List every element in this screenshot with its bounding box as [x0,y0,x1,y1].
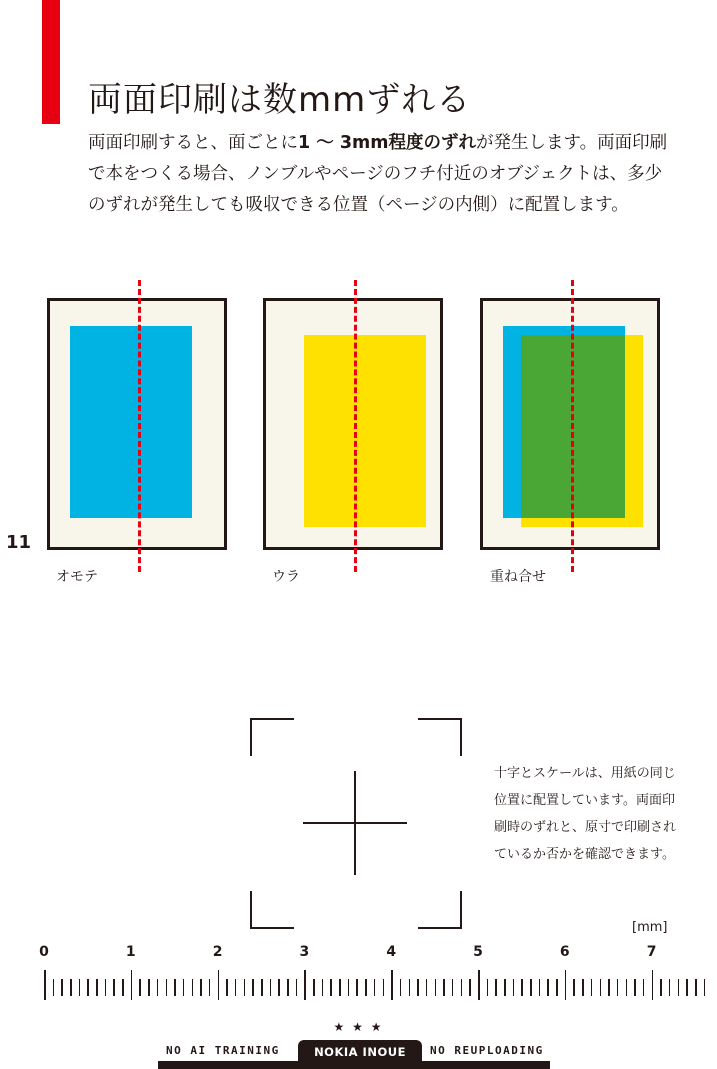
scale-major-tick [44,970,46,1000]
scale-minor-tick [678,979,680,996]
scale-minor-tick [591,979,593,996]
scale-minor-tick [669,979,671,996]
scale-minor-tick [226,979,228,996]
panel-label-overlay: 重ね合せ [490,569,546,585]
scale-minor-tick [296,979,298,996]
scale-minor-tick [105,979,107,996]
scale-minor-tick [452,979,454,996]
scale-major-tick [131,970,133,1000]
scale-minor-tick [113,979,115,996]
scale-minor-tick [244,979,246,996]
scale-minor-tick [209,979,211,996]
scale-minor-tick [79,979,81,996]
scale-number: 7 [646,944,657,960]
scale-minor-tick [183,979,185,996]
center-guide-line-overlay [571,280,574,572]
scale-minor-tick [469,979,471,996]
footer-bar [158,1061,550,1069]
scale-minor-tick [530,979,532,996]
scale-minor-tick [313,979,315,996]
scale-minor-tick [374,979,376,996]
body-text-after: が発生します。両面印刷で本をつくる場合、ノンブルやページのフチ付近のオブジェクトは、多少のずれが発生しても吸収できる位置（ページの内側）に配置します。 [88,133,668,215]
scale-minor-tick [409,979,411,996]
scale-major-tick [391,970,393,1000]
scale-number: 0 [39,944,49,960]
panel-label-front: オモテ [56,569,98,585]
scale-minor-tick [87,979,89,996]
scale-minor-tick [521,979,523,996]
scale-minor-tick [461,979,463,996]
center-guide-line-back [354,280,357,572]
scale-major-tick [478,970,480,1000]
scale-minor-tick [200,979,202,996]
scale-minor-tick [96,979,98,996]
scale-minor-tick [643,979,645,996]
scale-major-tick [565,970,567,1000]
scale-minor-tick [61,979,63,996]
scale-number: 2 [212,944,223,960]
body-text-bold: 1 〜 3mm程度のずれ [298,133,477,153]
front-print-area [70,326,192,518]
page-number: 11 [6,532,32,553]
scale-minor-tick [443,979,445,996]
scale-minor-tick [348,979,350,996]
scale-minor-tick [686,979,688,996]
scale-minor-tick [600,979,602,996]
scale-minor-tick [235,979,237,996]
footer-no-reuploading: NO REUPLOADING [430,1044,544,1057]
scale-minor-tick [617,979,619,996]
crosshair-vertical [354,771,356,875]
panel-overlay [480,298,660,550]
scale-minor-tick [287,979,289,996]
body-paragraph [88,128,668,221]
scale-major-tick [304,970,306,1000]
scale-minor-tick [122,979,124,996]
scale-minor-tick [573,979,575,996]
scale-minor-tick [417,979,419,996]
scale-minor-tick [487,979,489,996]
side-note: 十字とスケールは、用紙の同じ位置に配置しています。両面印刷時のずれと、原寸で印刷されているか否かを確認できます。 [494,766,677,862]
scale-major-tick [652,970,654,1000]
panel-front [47,298,227,550]
corner-bracket-bottom-right [418,891,462,929]
accent-bar [42,0,60,124]
scale-major-tick [218,970,220,1000]
scale-number: 6 [559,944,570,960]
body-text-before: 両面印刷すると、面ごとに [88,133,298,153]
scale-minor-tick [157,979,159,996]
page-title: 両面印刷は数mmずれる [88,80,472,120]
scale-minor-tick [322,979,324,996]
scale-minor-tick [53,979,55,996]
scale-minor-tick [626,979,628,996]
scale-minor-tick [608,979,610,996]
panel-label-back: ウラ [272,569,300,585]
center-guide-line-front [138,280,141,572]
scale-minor-tick [539,979,541,996]
scale-minor-tick [166,979,168,996]
panel-back [263,298,443,550]
scale-minor-tick [192,979,194,996]
back-print-area [304,335,426,527]
scale-number: 1 [125,944,136,960]
scale-minor-tick [582,979,584,996]
corner-bracket-bottom-left [250,891,294,929]
scale-minor-tick [504,979,506,996]
scale-minor-tick [704,979,706,996]
scale-number: 3 [299,944,310,960]
corner-bracket-top-right [418,718,462,756]
scale-minor-tick [547,979,549,996]
scale-minor-tick [365,979,367,996]
footer-author-badge: NOKIA INOUE [298,1040,422,1064]
scale-minor-tick [435,979,437,996]
footer-stars: ★ ★ ★ [333,1020,384,1034]
scale-minor-tick [174,979,176,996]
scale-unit-label: [mm] [632,920,668,935]
scale-minor-tick [139,979,141,996]
scale-minor-tick [495,979,497,996]
scale-minor-tick [634,979,636,996]
scale-minor-tick [556,979,558,996]
corner-bracket-top-left [250,718,294,756]
scale-minor-tick [261,979,263,996]
scale-minor-tick [426,979,428,996]
scale-minor-tick [400,979,402,996]
scale-minor-tick [383,979,385,996]
scale-number: 4 [386,944,397,960]
scale-minor-tick [660,979,662,996]
scale-minor-tick [330,979,332,996]
footer-no-ai-training: NO AI TRAINING [166,1044,280,1057]
scale-minor-tick [148,979,150,996]
scale-minor-tick [70,979,72,996]
scale-number: 5 [473,944,483,960]
scale-minor-tick [339,979,341,996]
scale-minor-tick [270,979,272,996]
scale-minor-tick [356,979,358,996]
scale-minor-tick [513,979,515,996]
scale-minor-tick [252,979,254,996]
scale-minor-tick [278,979,280,996]
scale-minor-tick [695,979,697,996]
